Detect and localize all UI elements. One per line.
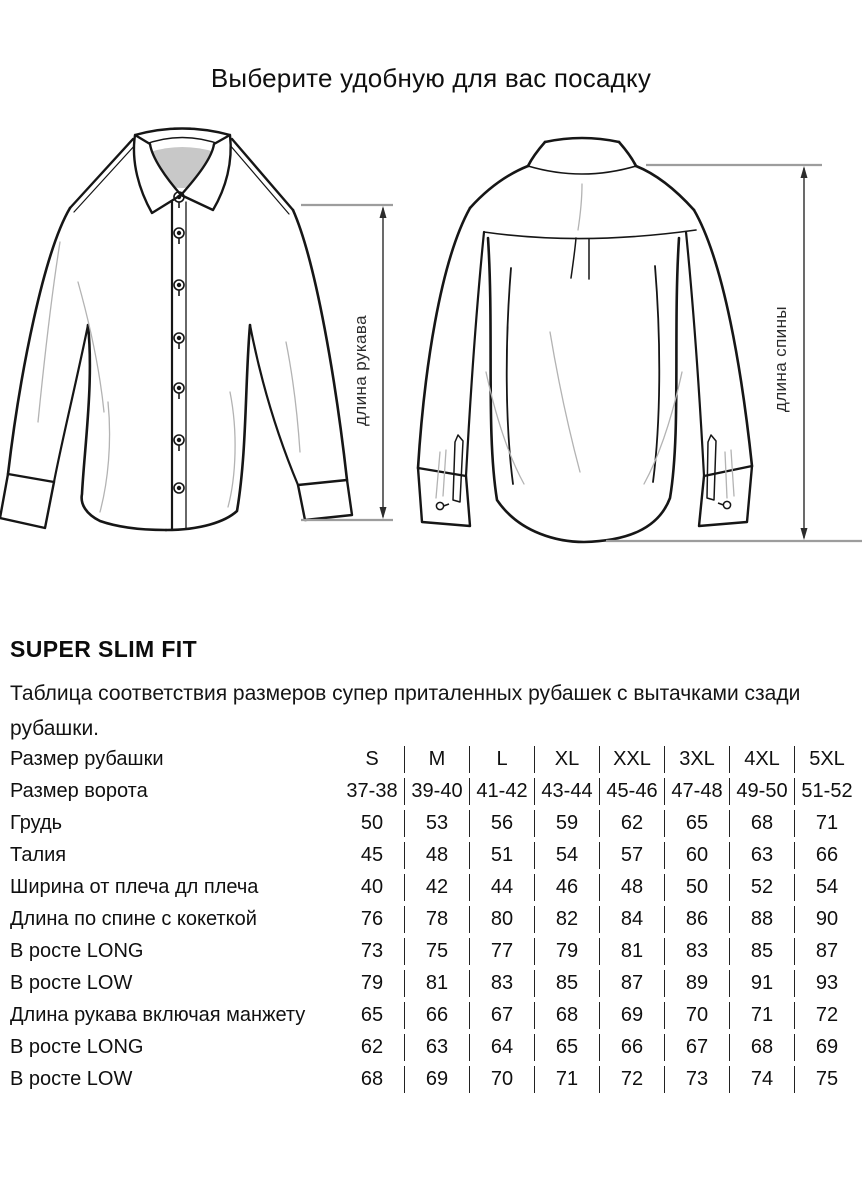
cell-value: 89 (664, 970, 729, 997)
page-title: Выберите удобную для вас посадку (210, 63, 652, 94)
cell-value: 91 (729, 970, 794, 997)
cell-value: 37-38 (346, 780, 398, 802)
cell-value: 41-42 (469, 778, 534, 805)
cell-value: 85 (729, 938, 794, 965)
cell-value: 59 (534, 810, 599, 837)
cell-value: 68 (729, 810, 794, 837)
cell-value: 39-40 (404, 778, 469, 805)
cell-value: 93 (794, 970, 859, 997)
back-length-label: длина спины (771, 306, 790, 413)
cell-value: 83 (664, 938, 729, 965)
cell-value: 52 (729, 874, 794, 901)
sleeve-length-label: длина рукава (351, 315, 370, 427)
size-table (10, 741, 859, 1098)
cell-value: 3XL (664, 746, 729, 773)
table-row (10, 842, 859, 869)
cell-value: 45 (360, 844, 384, 866)
cell-value: 70 (664, 1002, 729, 1029)
row-label: Длина рукава включая манжету (10, 1004, 306, 1026)
cell-value: 67 (469, 1002, 534, 1029)
cell-value: 82 (534, 906, 599, 933)
cell-value: 75 (404, 938, 469, 965)
cell-value: 48 (404, 842, 469, 869)
cell-value: 47-48 (664, 778, 729, 805)
cell-value: 69 (404, 1066, 469, 1093)
cell-value: 87 (794, 938, 859, 965)
table-row (10, 810, 859, 837)
cell-value: 69 (794, 1034, 859, 1061)
cell-value: 88 (729, 906, 794, 933)
cell-value: 72 (794, 1002, 859, 1029)
fit-description: Таблица соответствия размеров супер приталенных рубашек с вытачками сзади рубашки. (10, 682, 801, 740)
sleeve-length-arrow (301, 205, 393, 520)
cell-value: 63 (404, 1034, 469, 1061)
cell-value: 50 (664, 874, 729, 901)
row-label: В росте LONG (10, 940, 144, 962)
cell-value: 66 (404, 1002, 469, 1029)
cell-value: 90 (794, 906, 859, 933)
cell-value: 73 (664, 1066, 729, 1093)
table-row (10, 1066, 859, 1093)
cell-value: 66 (599, 1034, 664, 1061)
row-label: Размер рубашки (10, 748, 164, 770)
cell-value: 46 (534, 874, 599, 901)
cell-value: 68 (360, 1068, 384, 1090)
fit-heading: SUPER SLIM FIT (10, 636, 198, 663)
cell-value: 62 (599, 810, 664, 837)
row-label: В росте LOW (10, 1068, 133, 1090)
size-table-body (10, 746, 859, 1093)
cell-value: 84 (599, 906, 664, 933)
cell-value: 51 (469, 842, 534, 869)
cell-value: 56 (469, 810, 534, 837)
row-label: Талия (10, 844, 67, 866)
table-row (10, 938, 859, 965)
cell-value: 42 (404, 874, 469, 901)
row-label: В росте LONG (10, 1036, 144, 1058)
table-row (10, 1002, 859, 1029)
cell-value: 48 (599, 874, 664, 901)
cell-value: 75 (794, 1066, 859, 1093)
cell-value: 65 (360, 1004, 384, 1026)
cell-value: 64 (469, 1034, 534, 1061)
row-label: Ширина от плеча дл плеча (10, 876, 259, 898)
cell-value: S (365, 748, 379, 770)
table-row (10, 746, 859, 773)
cell-value: 74 (729, 1066, 794, 1093)
cell-value: 4XL (729, 746, 794, 773)
cell-value: XXL (599, 746, 664, 773)
cell-value: 79 (534, 938, 599, 965)
cell-value: 68 (534, 1002, 599, 1029)
cell-value: 70 (469, 1066, 534, 1093)
row-label: В росте LOW (10, 972, 133, 994)
row-label: Размер ворота (10, 780, 148, 802)
cell-value: 77 (469, 938, 534, 965)
back-length-arrow (606, 165, 862, 541)
cell-value: 79 (360, 972, 384, 994)
table-row (10, 778, 859, 805)
cell-value: 68 (729, 1034, 794, 1061)
cell-value: 76 (360, 908, 384, 930)
cell-value: 53 (404, 810, 469, 837)
cell-value: 40 (360, 876, 384, 898)
row-label: Длина по спине с кокеткой (10, 908, 257, 930)
cell-value: 54 (794, 874, 859, 901)
cell-value: 62 (360, 1036, 384, 1058)
cell-value: 81 (404, 970, 469, 997)
cell-value: 66 (794, 842, 859, 869)
cell-value: L (469, 746, 534, 773)
row-label: Грудь (10, 812, 63, 834)
fit-diagram (0, 118, 862, 588)
cell-value: 60 (664, 842, 729, 869)
cell-value: 49-50 (729, 778, 794, 805)
table-row (10, 906, 859, 933)
cell-value: 71 (729, 1002, 794, 1029)
cell-value: 86 (664, 906, 729, 933)
cell-value: 5XL (794, 746, 859, 773)
cell-value: 71 (534, 1066, 599, 1093)
cell-value: 50 (360, 812, 384, 834)
cell-value: 78 (404, 906, 469, 933)
cell-value: 45-46 (599, 778, 664, 805)
cell-value: 73 (360, 940, 384, 962)
cell-value: 87 (599, 970, 664, 997)
cell-value: 80 (469, 906, 534, 933)
cell-value: M (404, 746, 469, 773)
cell-value: 85 (534, 970, 599, 997)
cell-value: 43-44 (534, 778, 599, 805)
cell-value: 44 (469, 874, 534, 901)
cell-value: 67 (664, 1034, 729, 1061)
table-row (10, 874, 859, 901)
cell-value: 54 (534, 842, 599, 869)
cell-value: 71 (794, 810, 859, 837)
measurement-arrows (0, 118, 862, 588)
cell-value: 69 (599, 1002, 664, 1029)
cell-value: 65 (664, 810, 729, 837)
cell-value: 83 (469, 970, 534, 997)
cell-value: 72 (599, 1066, 664, 1093)
table-row (10, 1034, 859, 1061)
cell-value: 51-52 (794, 778, 859, 805)
cell-value: XL (534, 746, 599, 773)
table-row (10, 970, 859, 997)
cell-value: 57 (599, 842, 664, 869)
cell-value: 65 (534, 1034, 599, 1061)
cell-value: 81 (599, 938, 664, 965)
cell-value: 63 (729, 842, 794, 869)
